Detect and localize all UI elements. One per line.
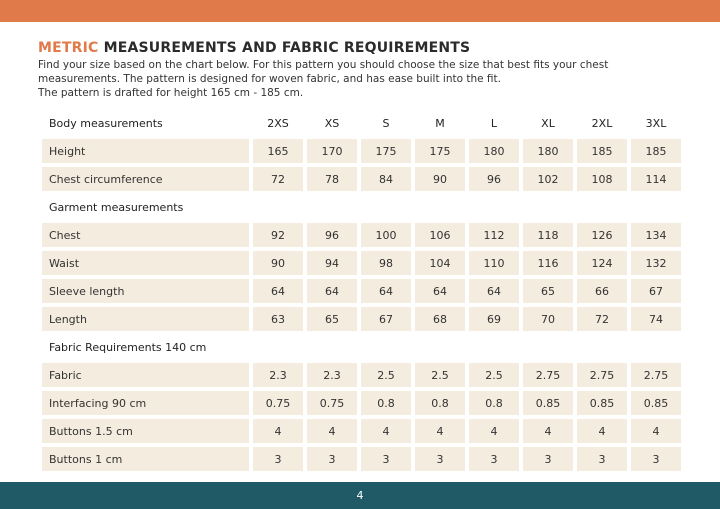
value-cell: 126 xyxy=(577,223,627,247)
value-cell: 64 xyxy=(253,279,303,303)
value-cell: 0.75 xyxy=(253,391,303,415)
value-cell: 3 xyxy=(307,447,357,471)
value-cell: 4 xyxy=(631,419,681,443)
section-row xyxy=(42,195,685,219)
value-cell: 118 xyxy=(523,223,573,247)
title-accent: METRIC xyxy=(38,40,99,56)
value-cell: 64 xyxy=(469,279,519,303)
row-label: Length xyxy=(42,307,249,331)
value-cell: 63 xyxy=(253,307,303,331)
value-cell: 2.5 xyxy=(415,363,465,387)
value-cell: 116 xyxy=(523,251,573,275)
value-cell: 74 xyxy=(631,307,681,331)
value-cell: 92 xyxy=(253,223,303,247)
value-cell: 0.8 xyxy=(361,391,411,415)
value-cell: 2.3 xyxy=(307,363,357,387)
value-cell: 4 xyxy=(523,419,573,443)
table-row xyxy=(42,279,685,303)
value-cell: 2.75 xyxy=(523,363,573,387)
page-title xyxy=(38,40,470,56)
value-cell: 94 xyxy=(307,251,357,275)
value-cell: 65 xyxy=(523,279,573,303)
value-cell: 2.75 xyxy=(631,363,681,387)
value-cell: 70 xyxy=(523,307,573,331)
value-cell: 134 xyxy=(631,223,681,247)
size-header-cell: S xyxy=(382,116,390,130)
section-heading: Garment measurements xyxy=(49,200,184,214)
size-header-cell: L xyxy=(490,116,498,130)
value-cell: 3 xyxy=(523,447,573,471)
value-cell: 170 xyxy=(307,139,357,163)
size-header-cell: 2XL xyxy=(591,116,613,130)
intro-line: Find your size based on the chart below. For this pattern you should choose the size that best fits your chest xyxy=(38,59,609,71)
size-header-cell: 3XL xyxy=(645,116,667,130)
value-cell: 90 xyxy=(415,167,465,191)
value-cell: 98 xyxy=(361,251,411,275)
value-cell: 0.85 xyxy=(577,391,627,415)
table-row xyxy=(42,391,685,415)
value-cell: 2.5 xyxy=(469,363,519,387)
value-cell: 104 xyxy=(415,251,465,275)
value-cell: 185 xyxy=(577,139,627,163)
value-cell: 2.75 xyxy=(577,363,627,387)
table-row xyxy=(42,251,685,275)
value-cell: 3 xyxy=(253,447,303,471)
value-cell: 124 xyxy=(577,251,627,275)
row-label: Buttons 1 cm xyxy=(42,447,249,471)
page-number: 4 xyxy=(356,489,364,502)
size-header-cell: 2XS xyxy=(267,116,289,130)
value-cell: 2.5 xyxy=(361,363,411,387)
section-heading: Fabric Requirements 140 cm xyxy=(49,340,207,354)
row-label: Chest xyxy=(42,223,249,247)
value-cell: 185 xyxy=(631,139,681,163)
value-cell: 67 xyxy=(361,307,411,331)
section-row xyxy=(42,335,685,359)
intro-line: The pattern is drafted for height 165 cm - 185 cm. xyxy=(38,87,304,99)
value-cell: 3 xyxy=(631,447,681,471)
value-cell: 3 xyxy=(415,447,465,471)
value-cell: 132 xyxy=(631,251,681,275)
value-cell: 68 xyxy=(415,307,465,331)
value-cell: 96 xyxy=(307,223,357,247)
value-cell: 4 xyxy=(361,419,411,443)
value-cell: 65 xyxy=(307,307,357,331)
value-cell: 3 xyxy=(361,447,411,471)
value-cell: 0.8 xyxy=(469,391,519,415)
size-header-cell: M xyxy=(435,116,445,130)
value-cell: 4 xyxy=(253,419,303,443)
value-cell: 0.8 xyxy=(415,391,465,415)
row-label: Height xyxy=(42,139,249,163)
value-cell: 66 xyxy=(577,279,627,303)
title-rest: MEASUREMENTS AND FABRIC REQUIREMENTS xyxy=(98,40,471,56)
row-label: Chest circumference xyxy=(42,167,249,191)
intro-text xyxy=(38,58,678,100)
value-cell: 3 xyxy=(577,447,627,471)
value-cell: 4 xyxy=(307,419,357,443)
value-cell: 4 xyxy=(415,419,465,443)
value-cell: 180 xyxy=(523,139,573,163)
value-cell: 0.75 xyxy=(307,391,357,415)
value-cell: 0.85 xyxy=(631,391,681,415)
value-cell: 0.85 xyxy=(523,391,573,415)
table-row xyxy=(42,223,685,247)
value-cell: 64 xyxy=(307,279,357,303)
table-row xyxy=(42,419,685,443)
table-row xyxy=(42,167,685,191)
row-label: Waist xyxy=(42,251,249,275)
top-accent-bar xyxy=(0,0,720,22)
value-cell: 64 xyxy=(415,279,465,303)
table-row xyxy=(42,363,685,387)
value-cell: 72 xyxy=(577,307,627,331)
value-cell: 64 xyxy=(361,279,411,303)
value-cell: 69 xyxy=(469,307,519,331)
value-cell: 165 xyxy=(253,139,303,163)
value-cell: 110 xyxy=(469,251,519,275)
value-cell: 4 xyxy=(577,419,627,443)
row-label: Buttons 1.5 cm xyxy=(42,419,249,443)
value-cell: 4 xyxy=(469,419,519,443)
table-row xyxy=(42,139,685,163)
section-heading: Body measurements xyxy=(49,116,163,130)
row-label: Interfacing 90 cm xyxy=(42,391,249,415)
value-cell: 67 xyxy=(631,279,681,303)
value-cell: 180 xyxy=(469,139,519,163)
value-cell: 102 xyxy=(523,167,573,191)
size-chart-table xyxy=(42,111,685,475)
value-cell: 90 xyxy=(253,251,303,275)
value-cell: 175 xyxy=(361,139,411,163)
row-label: Fabric xyxy=(42,363,249,387)
value-cell: 78 xyxy=(307,167,357,191)
size-header-cell: XL xyxy=(541,116,555,130)
value-cell: 100 xyxy=(361,223,411,247)
value-cell: 114 xyxy=(631,167,681,191)
table-row xyxy=(42,307,685,331)
value-cell: 108 xyxy=(577,167,627,191)
value-cell: 112 xyxy=(469,223,519,247)
value-cell: 175 xyxy=(415,139,465,163)
table-header-row xyxy=(42,111,685,135)
footer-bar xyxy=(0,482,720,509)
value-cell: 84 xyxy=(361,167,411,191)
value-cell: 3 xyxy=(469,447,519,471)
value-cell: 72 xyxy=(253,167,303,191)
value-cell: 2.3 xyxy=(253,363,303,387)
table-row xyxy=(42,447,685,471)
value-cell: 96 xyxy=(469,167,519,191)
size-header-cell: XS xyxy=(324,116,340,130)
intro-line: measurements. The pattern is designed for woven fabric, and has ease built into the fit. xyxy=(38,73,501,85)
row-label: Sleeve length xyxy=(42,279,249,303)
value-cell: 106 xyxy=(415,223,465,247)
